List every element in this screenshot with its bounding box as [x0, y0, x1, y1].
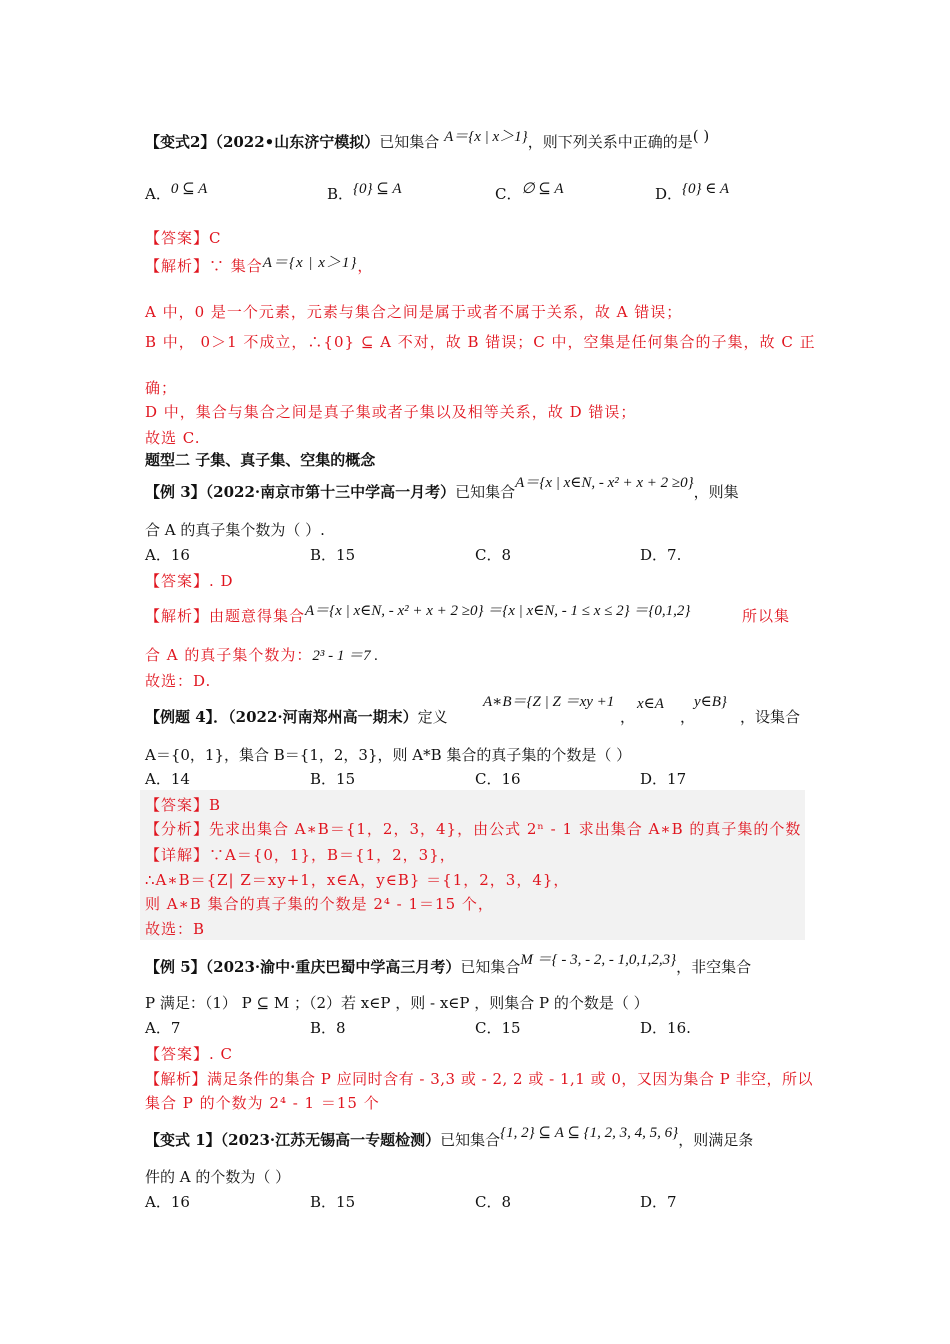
analysis: 【分析】先求出集合 A∗B＝{1，2，3，4}，由公式 2ⁿ - 1 求出集合 A∗B 的真子集的个数 — [145, 820, 802, 838]
option-b: B．{0} ⊆ A — [327, 181, 402, 203]
question-var2 — [145, 127, 710, 153]
answer-paren: ( ) — [692, 127, 710, 145]
question-ex3: 【例 3】（2022·南京市第十三中学高一月考）已知集合A＝{x | x∈N, - x² + x + 2 ≥0}，则集 — [145, 475, 739, 501]
option-b: B．15 — [310, 770, 356, 788]
option-d: D．17 — [640, 770, 687, 788]
question-text: 已知集合 — [379, 133, 440, 151]
analysis-line-1: A 中，0 是一个元素，元素与集合之间是属于或者不属于关系，故 A 错误； — [145, 303, 683, 321]
analysis-tail: 所以集 — [742, 607, 791, 625]
formula: A＝{x | x＞1} — [444, 129, 528, 145]
option-b: B．15 — [310, 1193, 356, 1211]
question-tail: ，则下列关系中正确的是 — [527, 133, 693, 151]
formula: A＝{x | x∈N, - x² + x + 2 ≥0} — [515, 475, 694, 491]
option-a: A．7 — [145, 1019, 181, 1037]
section-heading: 题型二 子集、真子集、空集的概念 — [145, 451, 376, 469]
option-d: D．7. — [640, 546, 682, 564]
question-ex5-line2: P 满足：（1） P ⊆ M ；（2）若 x∈P ，则 - x∈P ，则集合 P 的个数是（ ） — [145, 994, 649, 1012]
question-var1: 【变式 1】（2023·江苏无锡高一专题检测）已知集合{1, 2} ⊆ A ⊆ {1, 2, 3, 4, 5, 6}，则满足条 — [145, 1125, 754, 1149]
analysis: 【解析】由题意得集合A＝{x | x∈N, - x² + x + 2 ≥0} ＝{x | x∈N, - 1 ≤ x ≤ 2} ＝{0,1,2} — [145, 603, 691, 625]
option-d: D．7 — [640, 1193, 677, 1211]
detail: 【详解】∵A＝{0，1}，B＝{1，2，3}， — [145, 846, 456, 864]
analysis-line-2: 合 A 的真子集个数为：2³ - 1 ＝7 . — [145, 646, 379, 664]
option-d: D．{0} ∈ A — [655, 181, 730, 203]
question-ex4-line2: A＝{0，1}，集合 B＝{1，2，3}，则 A*B 集合的真子集的个数是（ ） — [145, 746, 632, 764]
option-c: C．16 — [475, 770, 521, 788]
option-b: B．8 — [310, 1019, 346, 1037]
conclusion: 故选：B — [145, 920, 206, 938]
answer: 【答案】B — [145, 796, 222, 814]
analysis: 【解析】∵ 集合A＝{x | x＞1}， — [145, 255, 374, 275]
formula: M ＝{ - 3, - 2, - 1,0,1,2,3} — [520, 952, 677, 968]
option-c: C．8 — [475, 1193, 512, 1211]
formula-part-3: y∈B} — [694, 694, 727, 710]
answer: 【答案】. C — [145, 1045, 234, 1063]
detail-step-1: ∴A∗B＝{Z| Z＝xy+1，x∈A，y∈B} ＝{1，2，3，4}， — [145, 871, 570, 889]
option-a: A．16 — [145, 1193, 190, 1211]
question-ex4: 【例题 4】．（2022·河南郑州高一期末）定义 — [145, 708, 448, 726]
option-c: C．∅ ⊆ A — [495, 181, 564, 203]
analysis-line-3: 确； — [145, 379, 178, 397]
analysis: 【解析】满足条件的集合 P 应同时含有 - 3,3 或 - 2, 2 或 - 1,1 或 0，又因为集合 P 非空，所以 — [145, 1070, 814, 1088]
analysis-line-2: B 中， 0＞1 不成立，∴{0} ⊆ A 不对，故 B 错误；C 中，空集是任何集合的子集，故 C 正 — [145, 333, 816, 351]
option-a: A．0 ⊆ A — [145, 181, 208, 203]
detail-step-2: 则 A∗B 集合的真子集的个数是 2⁴ - 1＝15 个， — [145, 895, 494, 913]
analysis-line-4: D 中，集合与集合之间是真子集或者子集以及相等关系，故 D 错误； — [145, 403, 637, 421]
solution-box — [140, 790, 805, 940]
option-a: A．14 — [145, 770, 190, 788]
formula-part-1: A∗B＝{Z | Z ＝xy +1 — [483, 694, 615, 710]
answer: 【答案】. D — [145, 572, 234, 590]
question-ex5: 【例 5】（2023·渝中·重庆巴蜀中学高三月考）已知集合M ＝{ - 3, - 2, - 1,0,1,2,3}，非空集合 — [145, 952, 752, 976]
option-c: C．15 — [475, 1019, 521, 1037]
question-head: 【变式2】（2022•山东济宁模拟） — [145, 133, 380, 151]
formula: {1, 2} ⊆ A ⊆ {1, 2, 3, 4, 5, 6} — [500, 1125, 679, 1141]
analysis-line-2: 集合 P 的个数为 2⁴ - 1 ＝15 个 — [145, 1094, 380, 1112]
option-c: C．8 — [475, 546, 512, 564]
separator: ， — [680, 708, 696, 726]
separator: ， — [620, 708, 636, 726]
option-a: A．16 — [145, 546, 190, 564]
answer: 【答案】C — [145, 229, 222, 247]
question-var1-line2: 件的 A 的个数为（ ） — [145, 1168, 291, 1186]
conclusion: 故选 C. — [145, 429, 201, 447]
option-d: D．16. — [640, 1019, 691, 1037]
question-tail: ，设集合 — [740, 708, 801, 726]
option-b: B．15 — [310, 546, 356, 564]
question-ex3-line2: 合 A 的真子集个数为（ ）. — [145, 521, 325, 539]
formula-part-2: x∈A — [637, 696, 664, 712]
conclusion: 故选：D. — [145, 672, 212, 690]
